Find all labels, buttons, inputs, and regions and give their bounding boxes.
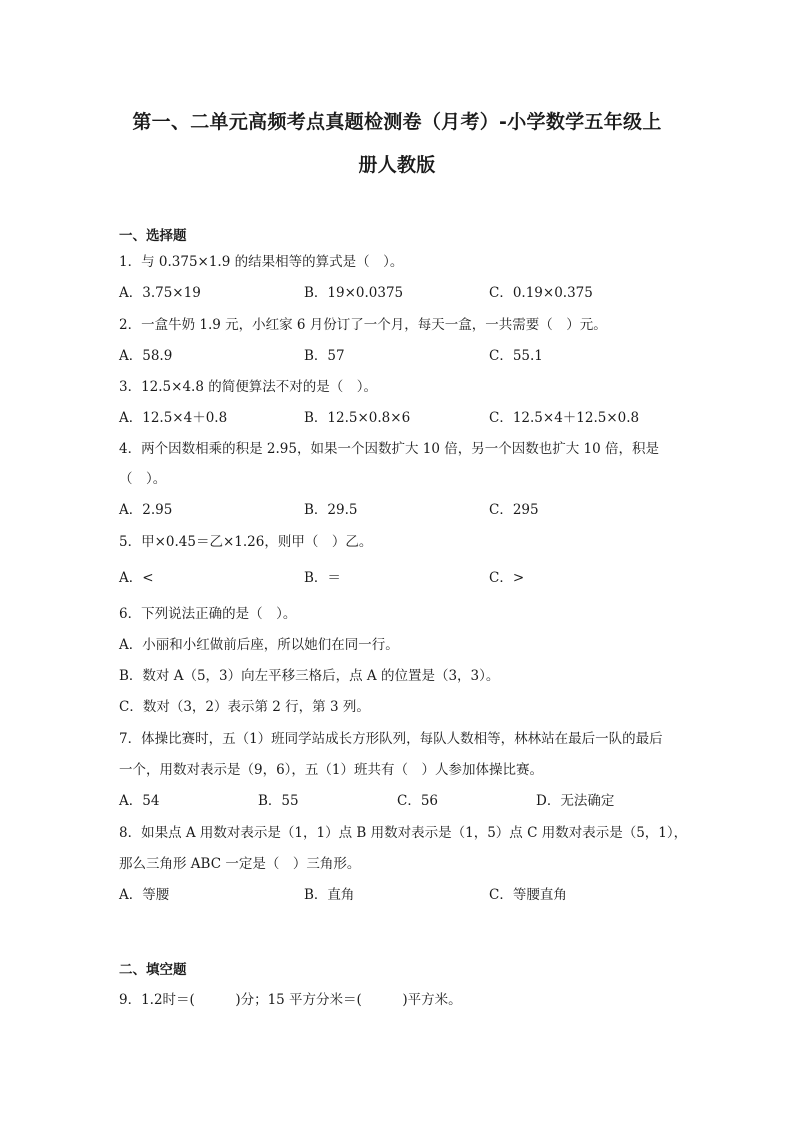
question-stem: 3．12.5×4.8 的简便算法不对的是（ ）。 bbox=[119, 379, 377, 395]
option-b: B．29.5 bbox=[304, 502, 358, 518]
question-stem: 5．甲×0.45＝乙×1.26，则甲（ ）乙。 bbox=[119, 534, 373, 550]
option-a: A．等腰 bbox=[119, 887, 170, 903]
option-b: B．＝ bbox=[304, 570, 341, 586]
question-stem: 8．如果点 A 用数对表示是（1，1）点 B 用数对表示是（1，5）点 C 用数对表示是（5，1）， bbox=[119, 825, 688, 841]
option-row bbox=[119, 281, 719, 299]
option-b: B．19×0.0375 bbox=[304, 285, 404, 301]
option-a: A．< bbox=[119, 570, 154, 586]
option-b: B．12.5×0.8×6 bbox=[304, 410, 411, 426]
option-c: C．56 bbox=[397, 793, 439, 809]
option-a: A．12.5×4＋0.8 bbox=[119, 410, 228, 426]
option-row bbox=[119, 789, 719, 807]
option-a: A．小丽和小红做前后座，所以她们在同一行。 bbox=[119, 637, 399, 653]
title-line-2: 册人教版 bbox=[358, 154, 436, 176]
section-heading: 一、选择题 bbox=[119, 228, 187, 244]
option-row bbox=[119, 406, 719, 424]
option-c: C．55.1 bbox=[489, 348, 543, 364]
question-stem-continued: 那么三角形 ABC 一定是（ ）三角形。 bbox=[119, 856, 361, 872]
option-row bbox=[119, 883, 719, 901]
option-a: A．3.75×19 bbox=[119, 285, 201, 301]
question-stem: 9．1.2时＝( )分；15 平方分米＝( )平方米。 bbox=[119, 992, 462, 1008]
option-d: D．无法确定 bbox=[536, 793, 615, 809]
option-a: A．54 bbox=[119, 793, 160, 809]
option-c: C．0.19×0.375 bbox=[489, 285, 593, 301]
option-c: C．295 bbox=[489, 502, 539, 518]
option-c: C．等腰直角 bbox=[489, 887, 567, 903]
option-b: B．数对 A（5，3）向左平移三格后，点 A 的位置是（3，3）。 bbox=[119, 668, 500, 684]
option-c: C．> bbox=[489, 570, 525, 586]
option-a: A．2.95 bbox=[119, 502, 173, 518]
option-row bbox=[119, 498, 719, 516]
option-b: B．57 bbox=[304, 348, 345, 364]
question-stem-continued: （ ）。 bbox=[119, 471, 167, 487]
question-stem: 1．与 0.375×1.9 的结果相等的算式是（ ）。 bbox=[119, 254, 404, 270]
option-b: B．55 bbox=[258, 793, 299, 809]
question-stem-continued: 一个，用数对表示是（9，6），五（1）班共有（ ）人参加体操比赛。 bbox=[119, 762, 544, 778]
option-row bbox=[119, 344, 719, 362]
question-stem: 7．体操比赛时，五（1）班同学站成长方形队列，每队人数相等，林林站在最后一队的最后 bbox=[119, 731, 663, 747]
question-stem: 2．一盒牛奶 1.9 元，小红家 6 月份订了一个月，每天一盒，一共需要（ ）元。 bbox=[119, 317, 607, 333]
option-a: A．58.9 bbox=[119, 348, 173, 364]
option-b: B．直角 bbox=[304, 887, 355, 903]
section-heading: 二、填空题 bbox=[119, 962, 187, 978]
option-c: C．数对（3，2）表示第 2 行，第 3 列。 bbox=[119, 699, 370, 715]
option-row bbox=[119, 566, 719, 584]
question-stem: 6．下列说法正确的是（ ）。 bbox=[119, 606, 297, 622]
option-c: C．12.5×4＋12.5×0.8 bbox=[489, 410, 640, 426]
question-stem: 4．两个因数相乘的积是 2.95，如果一个因数扩大 10 倍，另一个因数也扩大 10 倍，积是 bbox=[119, 441, 659, 457]
title-line-1: 第一、二单元高频考点真题检测卷（月考）-小学数学五年级上 bbox=[132, 111, 662, 133]
